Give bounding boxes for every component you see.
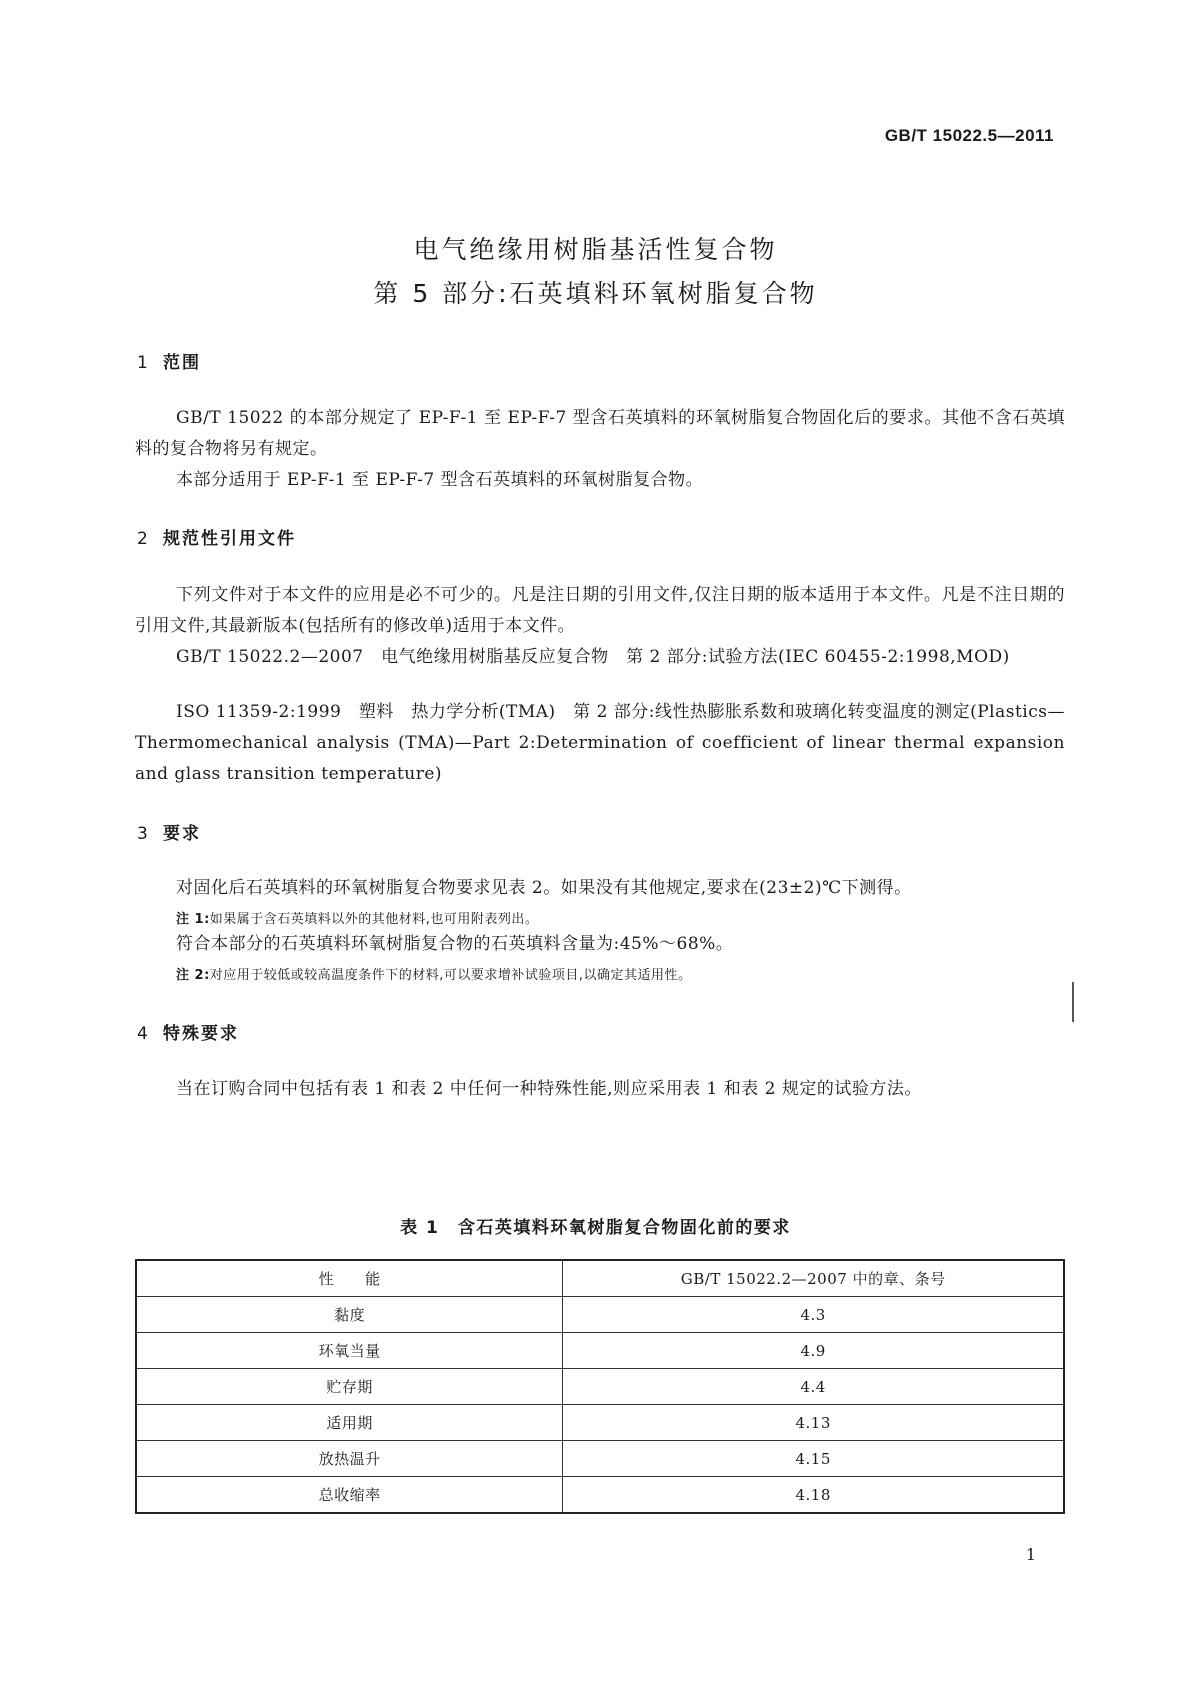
references-paragraph-1: 下列文件对于本文件的应用是必不可少的。凡是注日期的引用文件,仅注日期的版本适用于本文件。凡是不注日期的引用文件,其最新版本(包括所有的修改单)适用于本文件。 (135, 585, 1065, 636)
note-label: 注 2: (176, 968, 210, 983)
cell-clause: 4.9 (563, 1333, 1064, 1369)
table-caption: 表 1 含石英填料环氧树脂复合物固化前的要求 (400, 1218, 791, 1238)
table-row (136, 1405, 1064, 1441)
page-number: 1 (1025, 1545, 1036, 1564)
table-row (136, 1297, 1064, 1333)
table-row (136, 1477, 1064, 1514)
references-paragraph-2: GB/T 15022.2—2007 电气绝缘用树脂基反应复合物 第 2 部分:试验方法(IEC 60455-2:1998,MOD) (176, 647, 1010, 667)
note-text: 对应用于较低或较高温度条件下的材料,可以要求增补试验项目,以确定其适用性。 (209, 968, 692, 983)
section-title: 特殊要求 (163, 1024, 239, 1044)
cell-clause: 4.13 (563, 1405, 1064, 1441)
scope-paragraph-2: 本部分适用于 EP-F-1 至 EP-F-7 型含石英填料的环氧树脂复合物。 (176, 470, 704, 490)
document-title-line1: 电气绝缘用树脂基活性复合物 (413, 235, 778, 264)
margin-mark (1072, 982, 1074, 1022)
requirements-paragraph-1: 对固化后石英填料的环氧树脂复合物要求见表 2。如果没有其他规定,要求在(23±2)℃下测得。 (176, 878, 912, 898)
table-header-row (136, 1260, 1064, 1297)
cell-property: 环氧当量 (136, 1333, 563, 1369)
section-number: 2 (137, 529, 150, 549)
special-requirements-paragraph: 当在订购合同中包括有表 1 和表 2 中任何一种特殊性能,则应采用表 1 和表 2 规定的试验方法。 (176, 1079, 922, 1099)
section-number: 1 (137, 353, 150, 373)
cell-property: 贮存期 (136, 1369, 563, 1405)
cell-property: 总收缩率 (136, 1477, 563, 1514)
cell-property: 适用期 (136, 1405, 563, 1441)
cell-property: 放热温升 (136, 1441, 563, 1477)
column-header-property: 性 能 (136, 1260, 563, 1297)
note-1 (176, 908, 538, 927)
cell-clause: 4.15 (563, 1441, 1064, 1477)
section-title: 范围 (163, 353, 201, 373)
section-heading-scope (137, 348, 201, 373)
note-2 (176, 964, 692, 983)
cell-clause: 4.3 (563, 1297, 1064, 1333)
table-row (136, 1441, 1064, 1477)
section-title: 规范性引用文件 (163, 529, 296, 549)
column-header-clause: GB/T 15022.2—2007 中的章、条号 (563, 1260, 1064, 1297)
cell-clause: 4.4 (563, 1369, 1064, 1405)
scope-paragraph-1: GB/T 15022 的本部分规定了 EP-F-1 至 EP-F-7 型含石英填料的环氧树脂复合物固化后的要求。其他不含石英填料的复合物将另有规定。 (135, 408, 1065, 459)
section-heading-requirements (137, 819, 201, 844)
cell-property: 黏度 (136, 1297, 563, 1333)
table-row (136, 1333, 1064, 1369)
standard-number: GB/T 15022.5—2011 (884, 126, 1054, 145)
document-title-line2: 第 5 部分:石英填料环氧树脂复合物 (373, 279, 818, 308)
references-paragraph-3: ISO 11359-2:1999 塑料 热力学分析(TMA) 第 2 部分:线性热膨胀系数和玻璃化转变温度的测定(Plastics—Thermomechanical analysis (TMA)—Part 2:Determination of coefficient of linear thermal expansion and glass transition temperature) (135, 702, 1065, 784)
requirements-paragraph-2: 符合本部分的石英填料环氧树脂复合物的石英填料含量为:45%～68%。 (176, 934, 734, 954)
section-number: 3 (137, 824, 150, 844)
requirements-table (135, 1259, 1065, 1514)
table-row (136, 1369, 1064, 1405)
note-label: 注 1: (176, 912, 210, 927)
section-heading-normative-references (137, 524, 296, 549)
note-text: 如果属于含石英填料以外的其他材料,也可用附表列出。 (209, 912, 539, 927)
section-number: 4 (137, 1024, 150, 1044)
cell-clause: 4.18 (563, 1477, 1064, 1514)
section-title: 要求 (163, 824, 201, 844)
section-heading-special-requirements (137, 1019, 239, 1044)
